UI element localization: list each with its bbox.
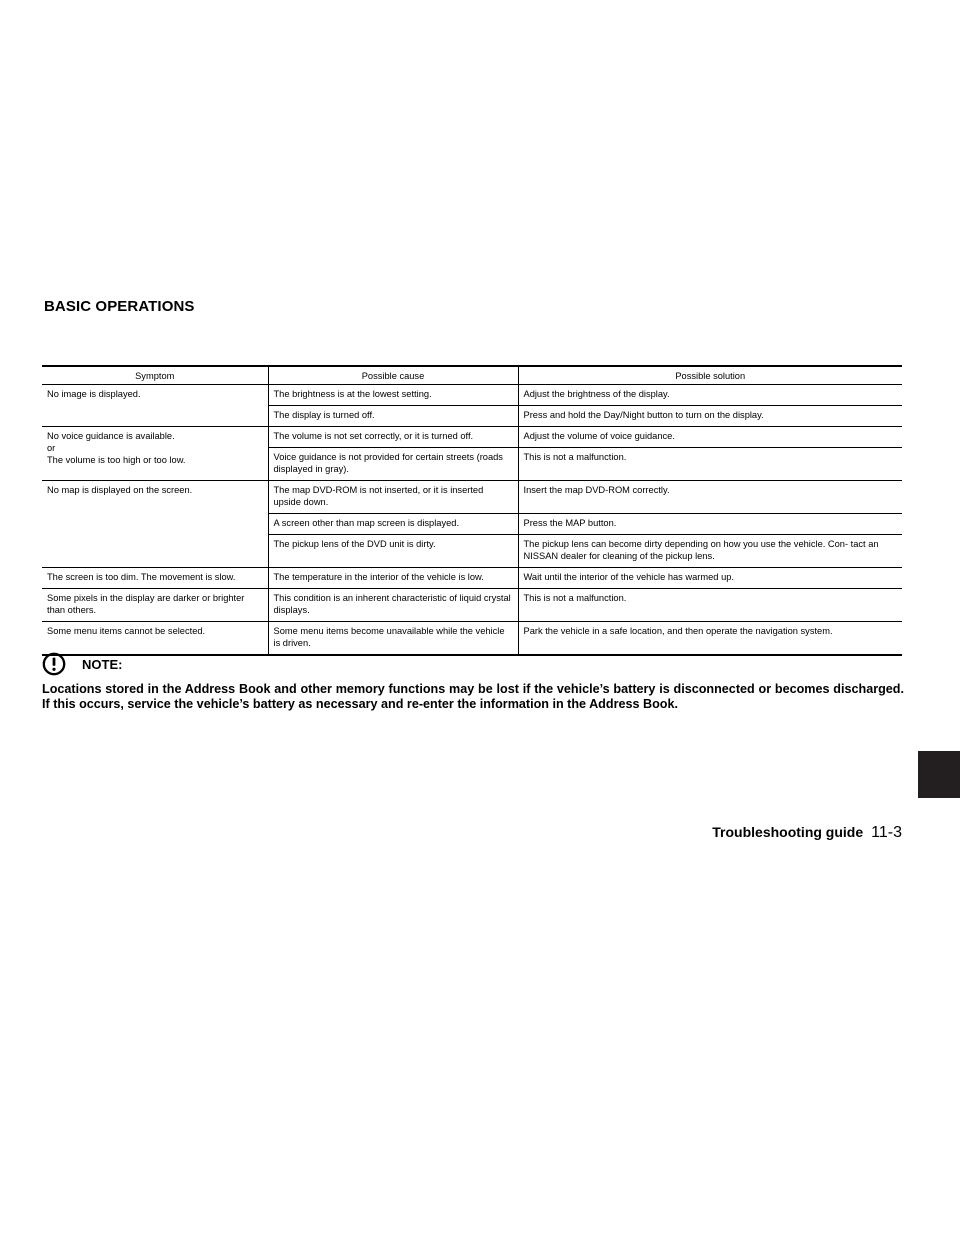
- note-body: Locations stored in the Address Book and other memory functions may be lost if the vehicle’s battery is disconnected or becomes discharged. If this occurs, service the vehicle’s battery as necessary and re-enter the information in the Address Book.: [42, 682, 904, 711]
- table-row: [42, 481, 902, 514]
- cause-cell: Voice guidance is not provided for certain streets (roads displayed in gray).: [268, 448, 518, 481]
- caution-icon: [42, 652, 66, 676]
- solution-cell: The pickup lens can become dirty depending on how you use the vehicle. Con- tact an NISSAN dealer for cleaning of the pickup lens.: [518, 535, 902, 568]
- symptom-cell: [42, 427, 268, 481]
- table-row: [42, 589, 902, 622]
- symptom-line: or: [47, 443, 56, 453]
- section-heading: BASIC OPERATIONS: [44, 298, 195, 315]
- troubleshooting-table: [42, 365, 902, 656]
- symptom-cell: The screen is too dim. The movement is slow.: [42, 568, 268, 589]
- table-row: [42, 622, 902, 656]
- cause-cell: The display is turned off.: [268, 406, 518, 427]
- table-row: [42, 568, 902, 589]
- note-header: [42, 652, 904, 676]
- table-row: [42, 427, 902, 448]
- note-block: [42, 652, 904, 712]
- solution-cell: Adjust the brightness of the display.: [518, 385, 902, 406]
- header-possible-solution: Possible solution: [518, 366, 902, 385]
- cause-cell: Some menu items become unavailable while the vehicle is driven.: [268, 622, 518, 656]
- symptom-cell: Some pixels in the display are darker or brighter than others.: [42, 589, 268, 622]
- solution-cell: Press and hold the Day/Night button to turn on the display.: [518, 406, 902, 427]
- solution-cell: This is not a malfunction.: [518, 448, 902, 481]
- solution-cell: Park the vehicle in a safe location, and then operate the navigation system.: [518, 622, 902, 656]
- solution-cell: Press the MAP button.: [518, 514, 902, 535]
- symptom-cell: Some menu items cannot be selected.: [42, 622, 268, 656]
- cause-cell: The volume is not set correctly, or it is turned off.: [268, 427, 518, 448]
- solution-cell: This is not a malfunction.: [518, 589, 902, 622]
- cause-cell: The map DVD-ROM is not inserted, or it is inserted upside down.: [268, 481, 518, 514]
- symptom-cell: No map is displayed on the screen.: [42, 481, 268, 568]
- solution-cell: Adjust the volume of voice guidance.: [518, 427, 902, 448]
- chapter-tab-marker: [918, 751, 960, 798]
- page-footer: [712, 824, 902, 842]
- cause-cell: A screen other than map screen is displayed.: [268, 514, 518, 535]
- header-symptom: Symptom: [42, 366, 268, 385]
- symptom-line: The volume is too high or too low.: [47, 455, 186, 465]
- header-possible-cause: Possible cause: [268, 366, 518, 385]
- solution-cell: Wait until the interior of the vehicle has warmed up.: [518, 568, 902, 589]
- table-header-row: [42, 366, 902, 385]
- symptom-cell: No image is displayed.: [42, 385, 268, 427]
- cause-cell: This condition is an inherent characteristic of liquid crystal displays.: [268, 589, 518, 622]
- table-row: [42, 385, 902, 406]
- note-title: NOTE:: [82, 656, 123, 672]
- footer-section-title: Troubleshooting guide: [712, 824, 864, 840]
- symptom-line: No voice guidance is available.: [47, 431, 175, 441]
- solution-cell: Insert the map DVD-ROM correctly.: [518, 481, 902, 514]
- cause-cell: The brightness is at the lowest setting.: [268, 385, 518, 406]
- cause-cell: The temperature in the interior of the vehicle is low.: [268, 568, 518, 589]
- cause-cell: The pickup lens of the DVD unit is dirty.: [268, 535, 518, 568]
- page-number: 11-3: [871, 824, 902, 841]
